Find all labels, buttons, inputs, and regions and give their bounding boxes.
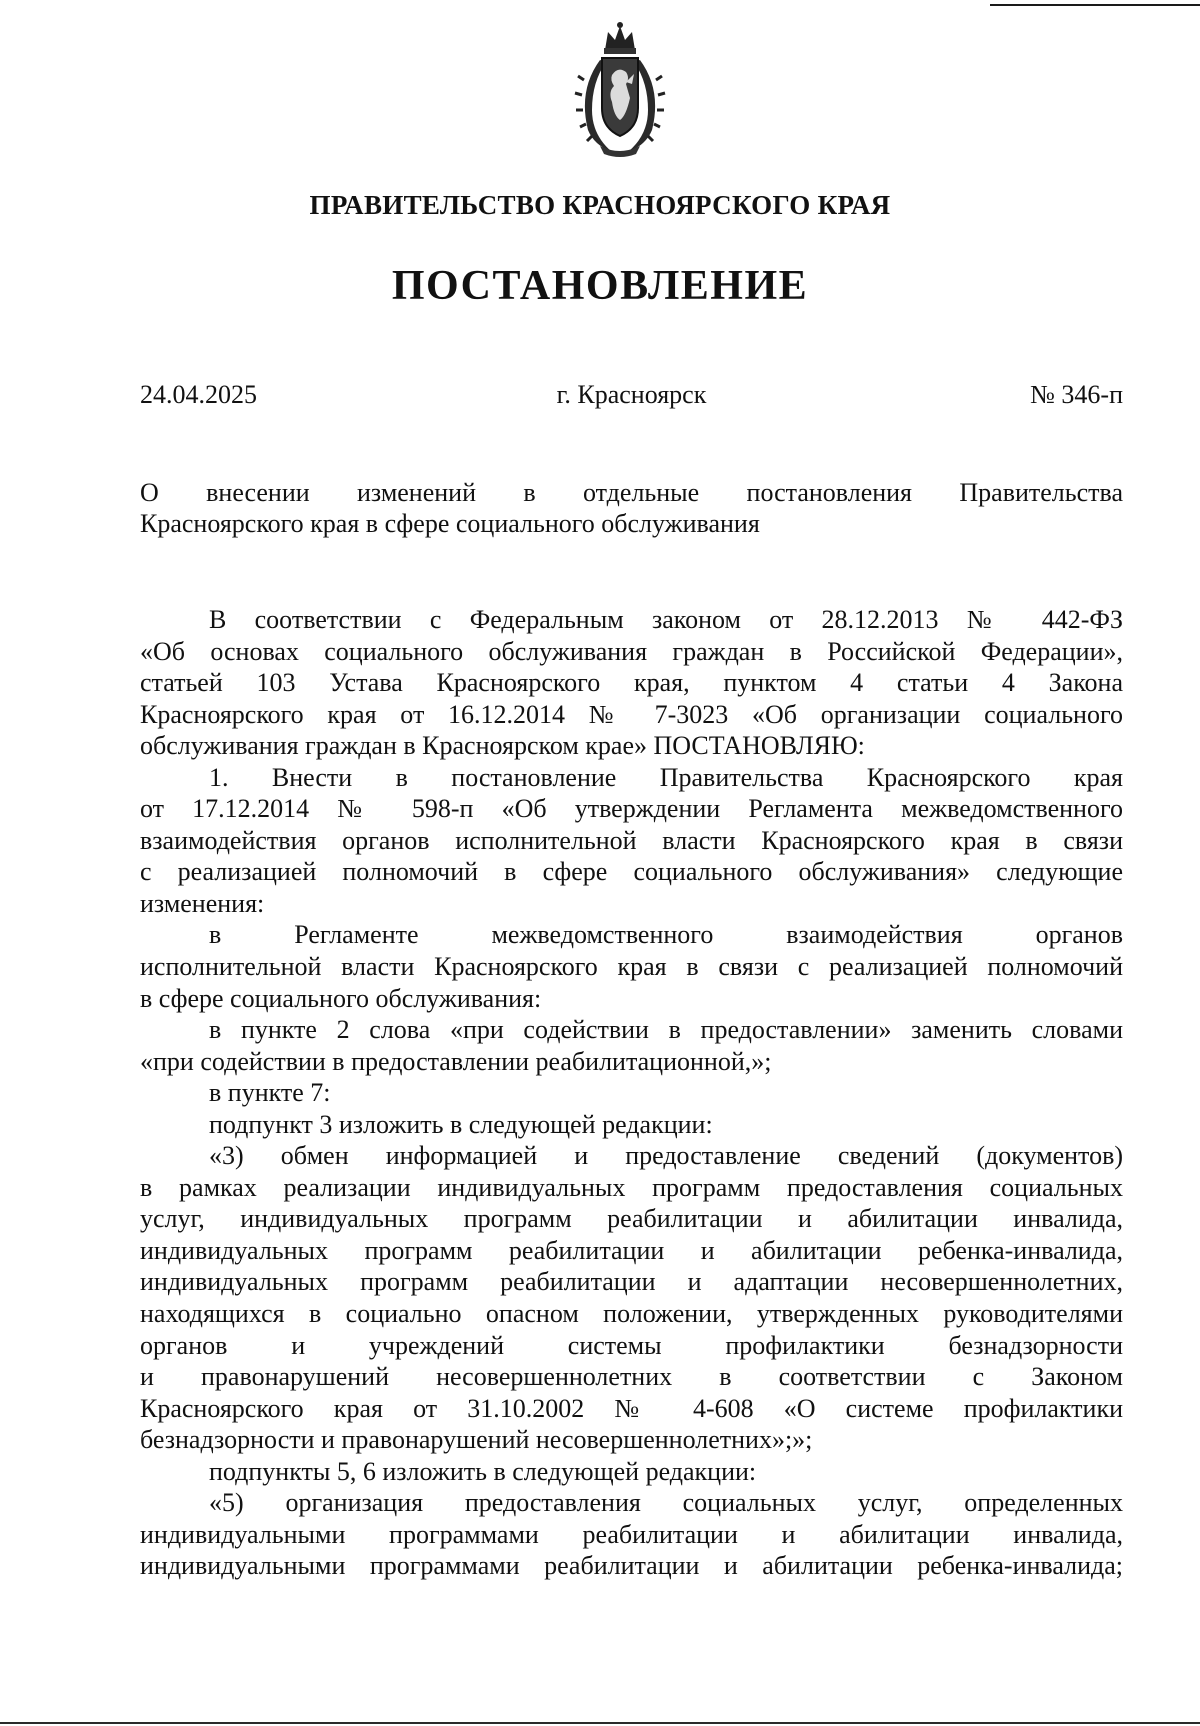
body-line: от 17.12.2014 № 598-п «Об утверждении Регламента межведомственного xyxy=(140,794,1123,824)
body-line: «Об основах социального обслуживания граждан в Российской Федерации», xyxy=(140,636,1123,666)
document-number: № 346-п xyxy=(1030,380,1123,409)
body-line: в Регламенте межведомственного взаимодействия органов xyxy=(209,920,1123,950)
document-subject xyxy=(140,477,1123,539)
body-line: в рамках реализации индивидуальных программ предоставления социальных xyxy=(140,1172,1123,1202)
document-city: г. Красноярск xyxy=(556,380,707,409)
body-line: в пункте 7: xyxy=(209,1078,331,1108)
document-body xyxy=(140,604,1123,1582)
body-line: исполнительной власти Красноярского края в связи с реализацией полномочий xyxy=(140,952,1123,982)
coat-of-arms-icon xyxy=(570,20,670,160)
body-line: обслуживания граждан в Красноярском крае» ПОСТАНОВЛЯЮ: xyxy=(140,731,865,761)
body-line: в пункте 2 слова «при содействии в предоставлении» заменить словами xyxy=(209,1015,1123,1045)
document-type-title: ПОСТАНОВЛЕНИЕ xyxy=(391,263,809,309)
body-line: услуг, индивидуальных программ реабилитации и абилитации инвалида, xyxy=(140,1204,1123,1234)
body-line: в сфере социального обслуживания: xyxy=(140,983,542,1013)
scan-edge-top xyxy=(990,4,1200,6)
body-line: находящихся в социально опасном положении, утвержденных руководителями xyxy=(140,1299,1123,1329)
body-line: изменения: xyxy=(140,888,265,918)
body-line: с реализацией полномочий в сфере социального обслуживания» следующие xyxy=(140,857,1123,887)
body-line: «5) организация предоставления социальных услуг, определенных xyxy=(209,1488,1123,1518)
subject-line: О внесении изменений в отдельные постановления Правительства xyxy=(140,478,1123,507)
document-meta-row xyxy=(140,380,1123,414)
body-line: и правонарушений несовершеннолетних в соответствии с Законом xyxy=(140,1362,1123,1392)
body-line: Красноярского края от 16.12.2014 № 7-3023 «Об организации социального xyxy=(140,699,1123,729)
document-date: 24.04.2025 xyxy=(140,380,257,409)
body-line: индивидуальных программ реабилитации и адаптации несовершеннолетних, xyxy=(140,1267,1123,1297)
organization-name: ПРАВИТЕЛЬСТВО КРАСНОЯРСКОГО КРАЯ xyxy=(309,190,891,220)
scan-edge-bottom xyxy=(0,1722,1200,1724)
body-line: подпункт 3 изложить в следующей редакции: xyxy=(209,1109,713,1139)
body-line: Красноярского края от 31.10.2002 № 4-608 «О системе профилактики xyxy=(140,1393,1123,1423)
body-line: безнадзорности и правонарушений несовершеннолетних»;»; xyxy=(140,1425,813,1455)
body-line: статьей 103 Устава Красноярского края, пунктом 4 статьи 4 Закона xyxy=(140,668,1123,698)
body-line: 1. Внести в постановление Правительства Красноярского края xyxy=(209,762,1123,792)
body-line: «при содействии в предоставлении реабилитационной,»; xyxy=(140,1046,772,1076)
body-line: индивидуальными программами реабилитации и абилитации ребенка-инвалида; xyxy=(140,1551,1123,1581)
body-line: индивидуальными программами реабилитации и абилитации инвалида, xyxy=(140,1519,1123,1549)
body-line: взаимодействия органов исполнительной власти Красноярского края в связи xyxy=(140,825,1123,855)
body-line: органов и учреждений системы профилактики безнадзорности xyxy=(140,1330,1123,1360)
body-line: индивидуальных программ реабилитации и абилитации ребенка-инвалида, xyxy=(140,1235,1123,1265)
subject-line: Красноярского края в сфере социального обслуживания xyxy=(140,509,760,538)
body-line: подпункты 5, 6 изложить в следующей редакции: xyxy=(209,1456,757,1486)
body-line: В соответствии с Федеральным законом от 28.12.2013 № 442-ФЗ xyxy=(209,605,1123,634)
body-line: «3) обмен информацией и предоставление сведений (документов) xyxy=(209,1141,1123,1171)
